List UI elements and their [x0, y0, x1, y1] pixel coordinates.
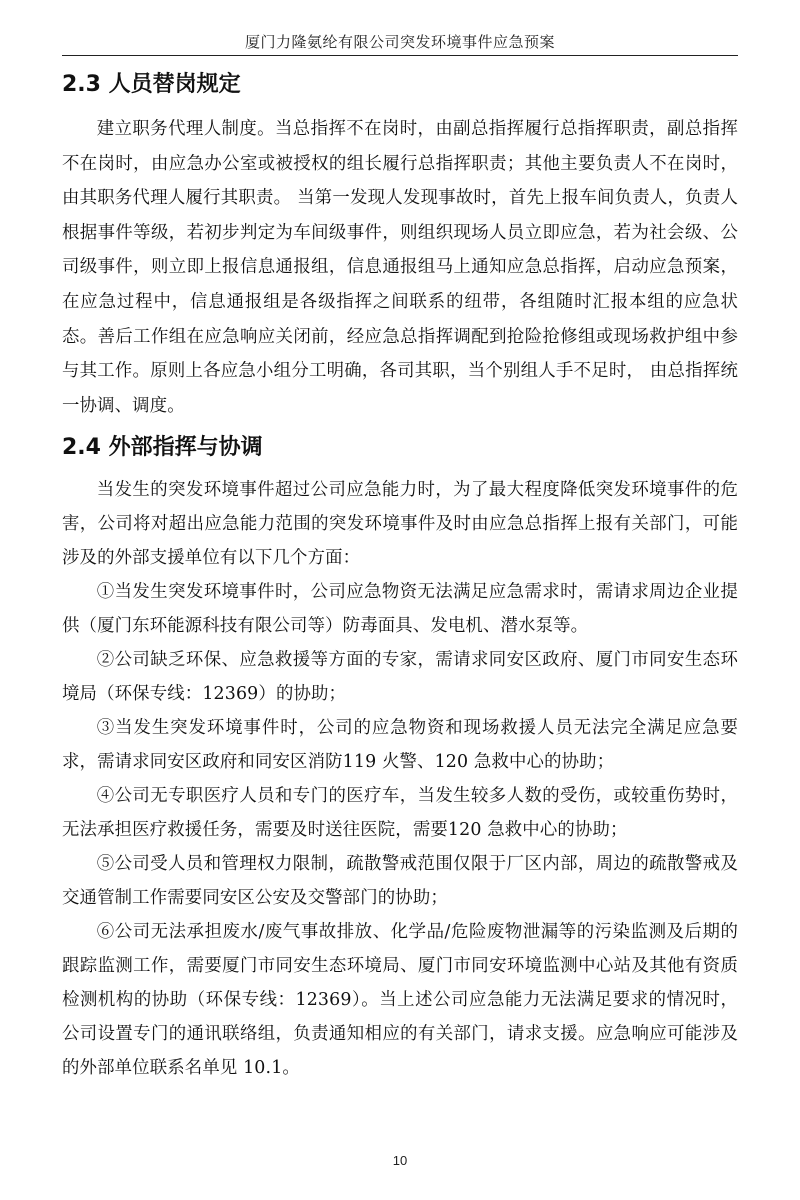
running-header: 厦门力隆氨纶有限公司突发环境事件应急预案 [244, 33, 555, 51]
support-item-3: ③当发生突发环境事件时，公司的应急物资和现场救援人员无法完全满足应急要求，需请求同安区政府和同安区消防119 火警、120 急救中心的协助； [62, 718, 738, 773]
support-item-5: ⑤公司受人员和管理权力限制，疏散警戒范围仅限于厂区内部，周边的疏散警戒及交通管制工作需要同安区公安及交警部门的协助； [62, 854, 738, 909]
section-heading-2-4: 2.4 外部指挥与协调 [62, 435, 263, 461]
header-rule [62, 55, 738, 56]
support-item-1: ①当发生突发环境事件时，公司应急物资无法满足应急需求时，需请求周边企业提供（厦门东环能源科技有限公司等）防毒面具、发电机、潜水泵等。 [62, 582, 738, 637]
support-item-6: ⑥公司无法承担废水/废气事故排放、化学品/危险废物泄漏等的污染监测及后期的跟踪监测工作，需要厦门市同安生态环境局、厦门市同安环境监测中心站及其他有资质检测机构的协助（环保专线：12369）。当上述公司应急能力无法满足要求的情况时，公司设置专门的通讯联络组，负责通知相应的有关部门，请求支援。应急响应可能涉及的外部单位联系名单见 10.1。 [62, 922, 738, 1079]
support-item-2: ②公司缺乏环保、应急救援等方面的专家，需请求同安区政府、厦门市同安生态环境局（环保专线：12369）的协助； [62, 650, 738, 705]
page-number: 10 [392, 1153, 408, 1168]
section-2-4-intro: 当发生的突发环境事件超过公司应急能力时，为了最大程度降低突发环境事件的危害，公司将对超出应急能力范围的突发环境事件及时由应急总指挥上报有关部门，可能涉及的外部支援单位有以下几个方面： [62, 480, 738, 569]
section-2-3-paragraph: 建立职务代理人制度。当总指挥不在岗时，由副总指挥履行总指挥职责，副总指挥不在岗时，由应急办公室或被授权的组长履行总指挥职责；其他主要负责人不在岗时，由其职务代理人履行其职责。 当第一发现人发现事故时，首先上报车间负责人，负责人根据事件等级，若初步判定为车间级事件，则组织现场人员立即应急，若为社会级、公司级事件，则立即上报信息通报组，信息通报组马上通知应急总指挥，启动应急预案，在应急过程中，信息通报组是各级指挥之间联系的纽带，各组随时汇报本组的应急状态。善后工作组在应急响应关闭前，经应急总指挥调配到抢险抢修组或现场救护组中参与其工作。原则上各应急小组分工明确，各司其职，当个别组人手不足时， 由总指挥统一协调、调度。 [62, 119, 738, 416]
page-body [62, 60, 738, 1085]
support-item-4: ④公司无专职医疗人员和专门的医疗车，当发生较多人数的受伤，或较重伤势时，无法承担医疗救援任务，需要及时送往医院，需要120 急救中心的协助； [62, 786, 738, 841]
section-heading-2-3: 2.3 人员替岗规定 [62, 72, 241, 97]
section-2-4-body [62, 473, 738, 1085]
